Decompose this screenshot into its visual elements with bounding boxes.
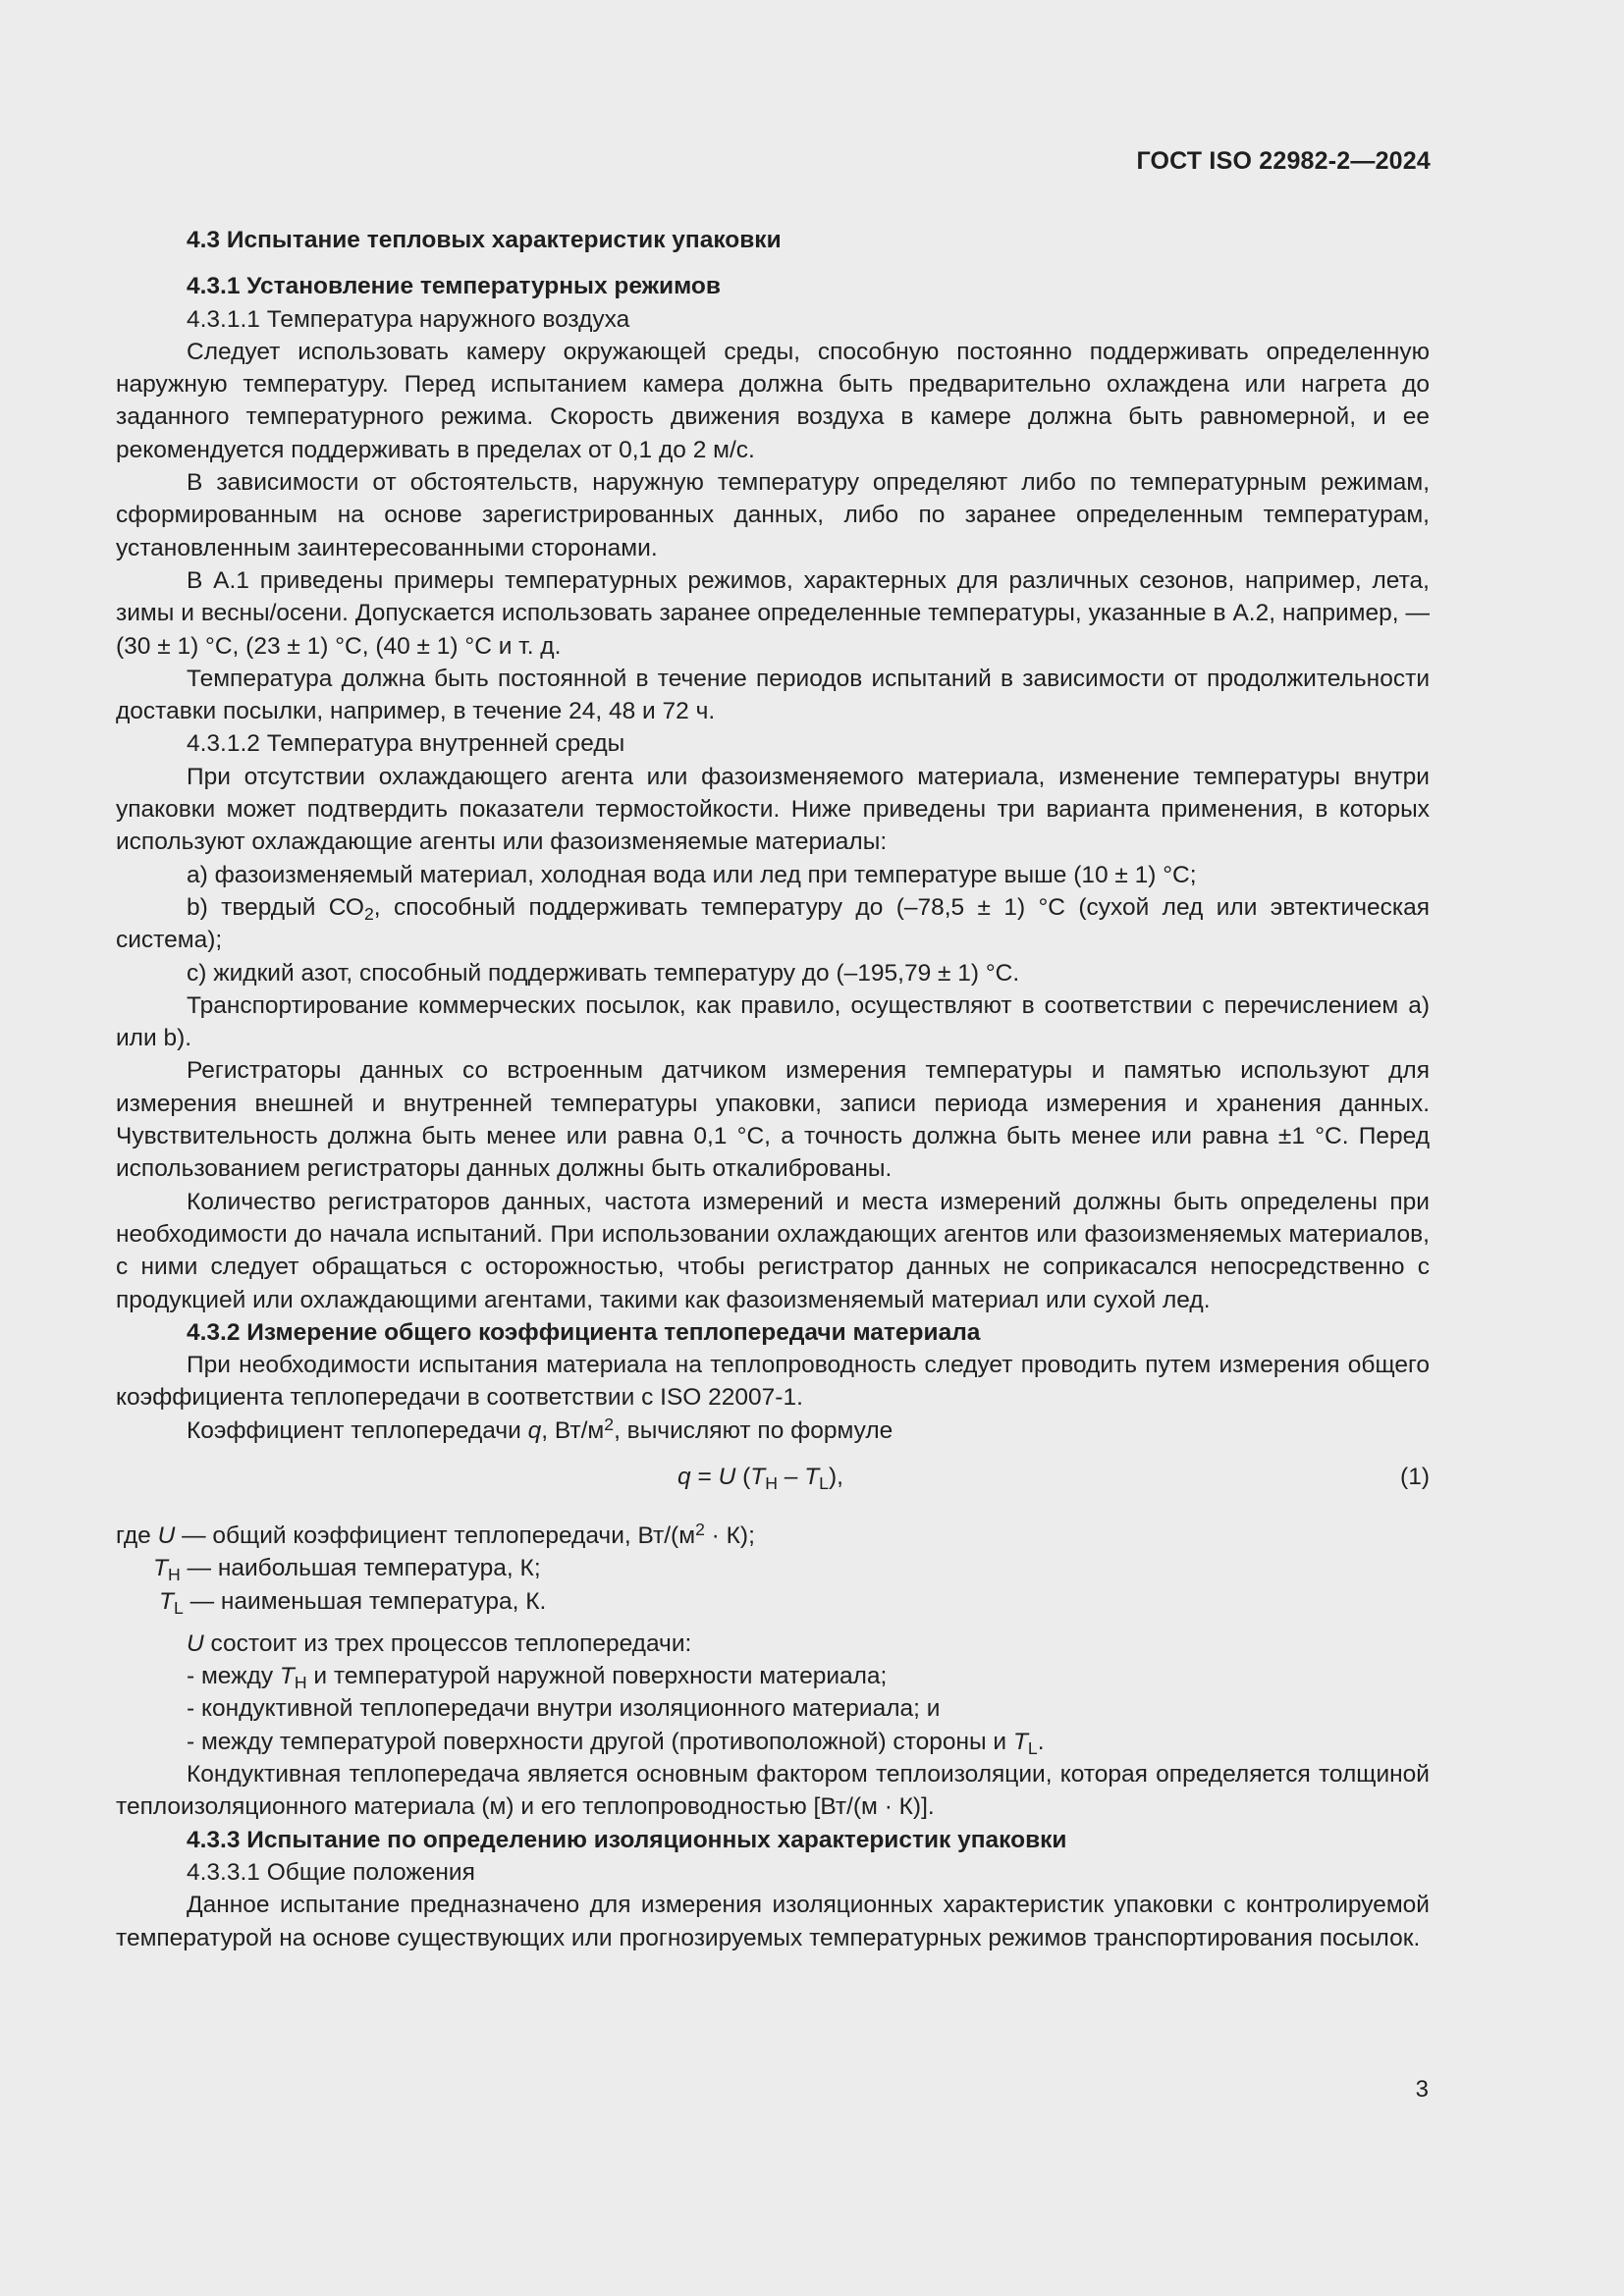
document-code: ГОСТ ISO 22982-2—2024 <box>1136 147 1431 175</box>
paragraph: Коэффициент теплопередачи q, $Вт/м^2$, вычисляют по формуле <box>187 1414 893 1444</box>
paragraph: В А.1 приведены примеры температурных режимов, характерных для различных сезонов, например, лета, зимы и весны/осени. Допускается использовать заранее определенные температуры, указанные в А.2, например, — (30 ± 1) °С, (23 ± 1) °С, (40 ± 1) °С и т. д. <box>116 566 1430 660</box>
paragraph: Количество регистраторов данных, частота измерений и места измерений должны быть определены при необходимости до начала испытаний. При использовании охлаждающих агентов или фазоизменяемых материалов, с ними следует обращаться с осторожностью, чтобы регистратор данных не соприкасался непосредственно с продукцией или охлаждающими агентами, такими как фазоизменяемый материал или сухой лед. <box>116 1188 1430 1313</box>
paragraph: Данное испытание предназначено для измерения изоляционных характеристик упаковки с контролируемой температурой на основе существующих или прогнозируемых температурных режимов транспортирования посылок. <box>116 1892 1430 1951</box>
legend-item: $T_H$ — наибольшая температура, К; <box>153 1555 541 1585</box>
legend-item: где U — общий коэффициент теплопередачи, $Вт/(м^2 \cdot К)$; <box>116 1520 755 1549</box>
page-number: 3 <box>1415 2076 1429 2103</box>
list-item: - между температурой поверхности другой (противоположной) стороны и $T_L$. <box>187 1728 1045 1758</box>
subsection-heading: 4.3.3 Испытание по определению изоляционных характеристик упаковки <box>187 1826 1067 1853</box>
page-content <box>116 224 1430 1954</box>
clause-heading: 4.3.1.2 Температура внутренней среды <box>187 730 625 758</box>
list-item: - между $T_H$ и температурой наружной поверхности материала; <box>187 1663 888 1693</box>
paragraph: В зависимости от обстоятельств, наружную температуру определяют либо по температурным режимам, сформированным на основе зарегистрированных данных, либо по заранее определенным температурам, установленным заинтересованными сторонами. <box>116 469 1430 561</box>
paragraph: При необходимости испытания материала на теплопроводность следует проводить путем измерения общего коэффициента теплопередачи в соответствии с ISO 22007-1. <box>116 1352 1430 1412</box>
section-heading: 4.3 Испытание тепловых характеристик упаковки <box>187 227 782 253</box>
formula <box>116 1449 1430 1514</box>
subsection-heading: 4.3.2 Измерение общего коэффициента теплопередачи материала <box>187 1318 981 1346</box>
subsection-heading: 4.3.1 Установление температурных режимов <box>187 273 721 300</box>
formula-legend <box>116 1520 1430 1618</box>
paragraph: Следует использовать камеру окружающей среды, способную постоянно поддерживать определенную наружную температуру. Перед испытанием камера должна быть предварительно охлаждена или нагрета до заданного температурного режима. Скорость движения воздуха в камере должна быть равномерной, и ее рекомендуется поддерживать в пределах от 0,1 до 2 м/с. <box>116 338 1430 463</box>
clause-heading: 4.3.3.1 Общие положения <box>187 1858 475 1886</box>
paragraph: U состоит из трех процессов теплопередачи: <box>187 1629 692 1657</box>
paragraph: Кондуктивная теплопередача является основным фактором теплоизоляции, которая определяется толщиной теплоизоляционного материала (м) и его теплопроводностью [Вт/(м · К)]. <box>116 1761 1430 1821</box>
list-item: b) твердый $СО_2$, способный поддерживать температуру до (–78,5 ± 1) °С (сухой лед или эвтектическая система); <box>116 893 1430 954</box>
paragraph: При отсутствии охлаждающего агента или фазоизменяемого материала, изменение температуры внутри упаковки может подтвердить показатели термостойкости. Ниже приведены три варианта применения, в которых используют охлаждающие агенты или фазоизменяемые материалы: <box>116 763 1430 856</box>
list-item: а) фазоизменяемый материал, холодная вода или лед при температуре выше (10 ± 1) °С; <box>187 861 1197 888</box>
list-item: - кондуктивной теплопередачи внутри изоляционного материала; и <box>187 1695 941 1723</box>
paragraph: Температура должна быть постоянной в течение периодов испытаний в зависимости от продолжительности доставки посылки, например, в течение 24, 48 и 72 ч. <box>116 665 1430 725</box>
paragraph: Регистраторы данных со встроенным датчиком измерения температуры и памятью используют для измерения внешней и внутренней температуры упаковки, записи периода измерения и хранения данных. Чувствительность должна быть менее или равна 0,1 °С, а точность должна быть менее или равна ±1 °С. Перед использованием регистраторы данных должны быть откалиброваны. <box>116 1057 1430 1183</box>
legend-item: $T_L$ — наименьшая температура, К. <box>159 1587 547 1618</box>
formula-expression: q = U $(T_H - T_L)$, <box>677 1463 843 1493</box>
clause-heading: 4.3.1.1 Температура наружного воздуха <box>187 305 630 333</box>
formula-number: (1) <box>1400 1463 1430 1490</box>
list-item: с) жидкий азот, способный поддерживать температуру до (–195,79 ± 1) °С. <box>187 959 1020 987</box>
paragraph: Транспортирование коммерческих посылок, как правило, осуществляют в соответствии с перечислением а) или b). <box>116 991 1430 1052</box>
